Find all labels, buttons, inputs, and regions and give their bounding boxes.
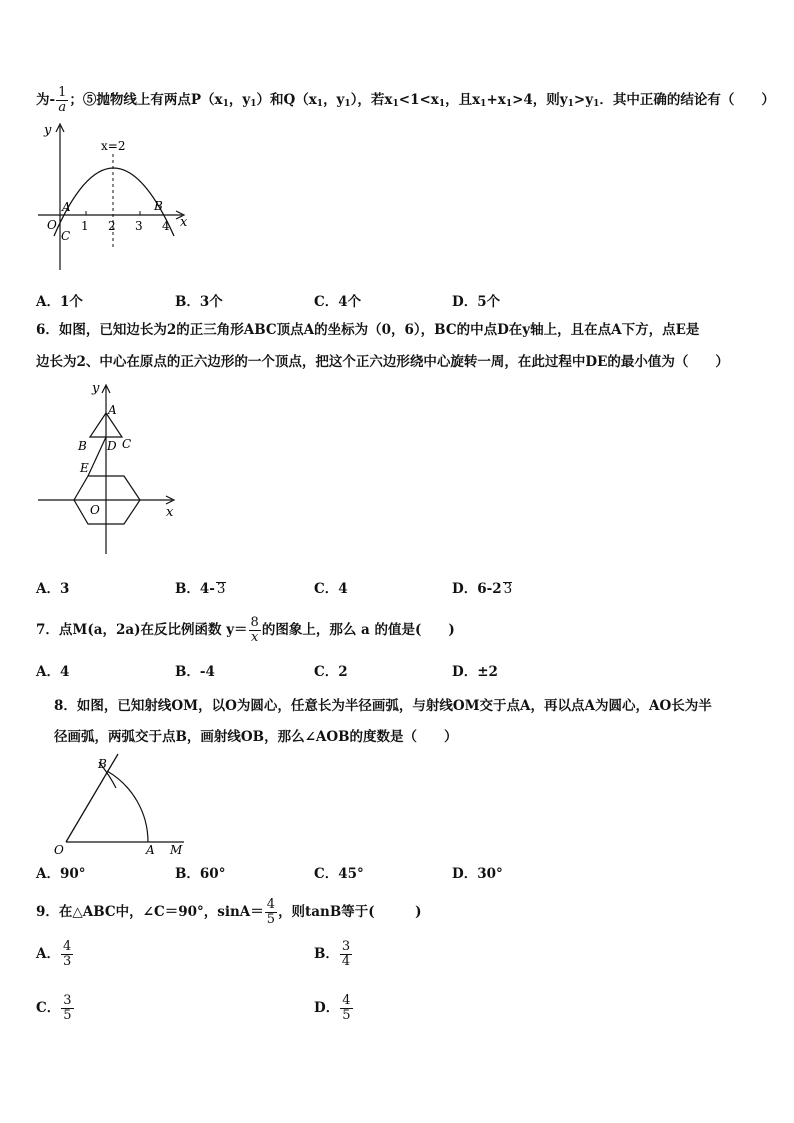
q6-option-d[interactable]: D．6-2 3 bbox=[452, 581, 513, 597]
q9-option-c[interactable]: C． $\frac{3}{5}$ bbox=[36, 993, 72, 1023]
q5-text: 为- $\frac{1}{a}$ ；⑤抛物线上有两点$P(x_1$，$y_1$）和$Q(x_1$，$y_1$），若$x_1<1<x_1$，且$x_1+x_1>4$，则$y_1>y_1$．其中正确的结论有（ ） bbox=[36, 85, 775, 115]
q5-tick-label-3: 3 bbox=[135, 219, 143, 233]
q9-option-c-fraction: $\frac{3}{5}$ bbox=[63, 993, 72, 1023]
q6-option-a[interactable]: A．3 bbox=[36, 581, 70, 597]
q6-label-E: E bbox=[80, 461, 89, 475]
q9-option-a[interactable]: A． $\frac{4}{3}$ bbox=[36, 939, 72, 969]
q6-y-label: y bbox=[92, 381, 100, 396]
q6-option-c[interactable]: C．4 bbox=[314, 581, 348, 597]
q6-hexagon-figure bbox=[34, 378, 184, 558]
q5-option-a[interactable]: A．1个 bbox=[36, 294, 83, 310]
q5-label-A: A bbox=[62, 200, 71, 214]
q8-text-line1: 8．如图，已知射线OM，以O为圆心，任意长为半径画弧，与射线OM交于点A，再以点A为圆心，AO长为半 bbox=[54, 698, 712, 714]
q7-option-b[interactable]: B．-4 bbox=[175, 664, 215, 680]
q9-option-a-fraction: $\frac{4}{3}$ bbox=[62, 939, 72, 969]
q6-option-d-radical: 3 bbox=[503, 581, 513, 597]
q8-option-b[interactable]: B．60° bbox=[175, 866, 226, 882]
q8-option-a[interactable]: A．90° bbox=[36, 866, 86, 882]
q9-option-d-fraction: $\frac{4}{5}$ bbox=[342, 993, 351, 1023]
q6-option-b[interactable]: B．4- 3 bbox=[175, 581, 226, 597]
q9-option-b-fraction: $\frac{3}{4}$ bbox=[341, 939, 351, 969]
q8-label-B: B bbox=[98, 757, 107, 771]
q6-option-b-radical: 3 bbox=[216, 581, 226, 597]
q5-tick-label-1: 1 bbox=[81, 219, 89, 233]
q6-label-O: O bbox=[90, 503, 100, 517]
q8-ray-ob bbox=[66, 754, 118, 842]
q6-label-C: C bbox=[122, 437, 132, 451]
q5-option-c[interactable]: C．4个 bbox=[314, 294, 362, 310]
q6-segment-de bbox=[88, 437, 106, 476]
q6-label-A: A bbox=[108, 403, 117, 417]
q6-x-label: x bbox=[166, 505, 174, 520]
q5-x-label: x bbox=[180, 215, 188, 230]
q9-text: 9．在△ABC中，∠C＝90°，sinA＝ $\frac{4}{5}$ ，则tanB等于( ) bbox=[36, 897, 422, 927]
q9-fraction: $\frac{4}{5}$ bbox=[266, 897, 276, 927]
q5-line-label: x=2 bbox=[101, 139, 126, 153]
q5-tick-label-4: 4 bbox=[162, 219, 170, 233]
q8-option-c[interactable]: C．45° bbox=[314, 866, 364, 882]
q7-option-a[interactable]: A．4 bbox=[36, 664, 70, 680]
q8-arc-figure bbox=[52, 752, 188, 858]
q5-fraction: $\frac{1}{a}$ bbox=[58, 85, 67, 115]
q8-label-M: M bbox=[170, 843, 183, 857]
q8-option-d[interactable]: D．30° bbox=[452, 866, 503, 882]
q5-label-B: B bbox=[154, 199, 163, 213]
q8-label-O: O bbox=[54, 843, 64, 857]
q5-label-C: C bbox=[61, 229, 71, 243]
q7-option-d[interactable]: D．±2 bbox=[452, 664, 498, 680]
q5-y-label: y bbox=[44, 123, 52, 138]
q9-option-d[interactable]: D． $\frac{4}{5}$ bbox=[314, 993, 351, 1023]
q9-option-b[interactable]: B． $\frac{3}{4}$ bbox=[314, 939, 351, 969]
q5-option-b[interactable]: B．3个 bbox=[175, 294, 223, 310]
q7-fraction: $\frac{8}{x}$ bbox=[250, 615, 259, 645]
q8-text-line2: 径画弧，两弧交于点B，画射线OB，那么∠AOB的度数是（ ） bbox=[54, 729, 458, 745]
q7-option-c[interactable]: C．2 bbox=[314, 664, 348, 680]
q7-text: 7．点M(a，2a)在反比例函数 y＝ $\frac{8}{x}$ 的图象上，那么 a 的值是( ) bbox=[36, 615, 455, 645]
q5-tick-label-2: 2 bbox=[108, 219, 116, 233]
q6-label-D: D bbox=[107, 439, 117, 453]
q6-text-line2: 边长为2、中心在原点的正六边形的一个顶点，把这个正六边形绕中心旋转一周，在此过程中DE的最小值为（ ） bbox=[36, 354, 729, 370]
q6-text-line1: 6．如图，已知边长为2的正三角形ABC顶点A的坐标为（0，6），BC的中点D在y轴上，且在点A下方，点E是 bbox=[36, 322, 700, 338]
q6-label-B: B bbox=[78, 439, 87, 453]
q8-label-A: A bbox=[146, 843, 155, 857]
q5-parabola-figure bbox=[34, 118, 194, 274]
q5-option-d[interactable]: D．5个 bbox=[452, 294, 501, 310]
q5-label-O: O bbox=[47, 218, 57, 232]
